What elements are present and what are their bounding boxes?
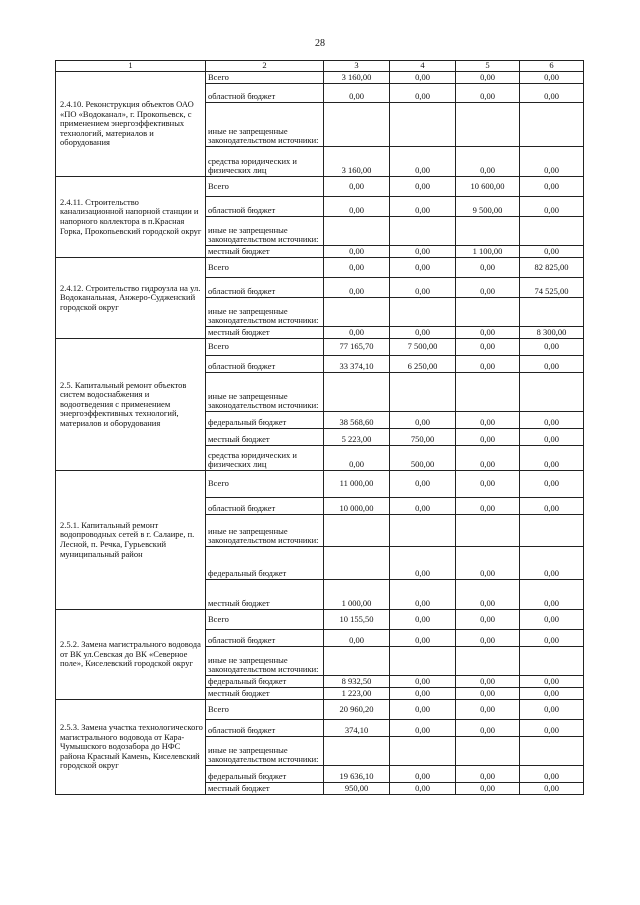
- amount-cell: 0,00: [520, 498, 584, 515]
- funding-source: местный бюджет: [206, 327, 324, 339]
- funding-source: федеральный бюджет: [206, 676, 324, 688]
- amount-cell: 0,00: [456, 258, 520, 278]
- amount-cell: 0,00: [456, 630, 520, 647]
- amount-cell: 20 960,20: [324, 700, 390, 720]
- amount-cell: 0,00: [390, 498, 456, 515]
- funding-source: федеральный бюджет: [206, 766, 324, 783]
- amount-cell: 0,00: [456, 429, 520, 446]
- amount-cell: 0,00: [520, 246, 584, 258]
- amount-cell: 0,00: [456, 356, 520, 373]
- amount-cell: [390, 103, 456, 147]
- amount-cell: 3 160,00: [324, 72, 390, 84]
- amount-cell: [520, 737, 584, 766]
- amount-cell: 0,00: [324, 446, 390, 471]
- amount-cell: 0,00: [324, 327, 390, 339]
- amount-cell: [456, 373, 520, 412]
- amount-cell: 750,00: [390, 429, 456, 446]
- amount-cell: [324, 515, 390, 547]
- amount-cell: 0,00: [520, 580, 584, 610]
- amount-cell: [456, 103, 520, 147]
- amount-cell: 0,00: [390, 84, 456, 103]
- amount-cell: [324, 647, 390, 676]
- amount-cell: [456, 737, 520, 766]
- amount-cell: [520, 647, 584, 676]
- amount-cell: 0,00: [456, 412, 520, 429]
- amount-cell: 0,00: [390, 327, 456, 339]
- funding-source: иные не запрещенные законодательством источники:: [206, 373, 324, 412]
- amount-cell: 0,00: [324, 630, 390, 647]
- funding-source: местный бюджет: [206, 429, 324, 446]
- amount-cell: 0,00: [520, 471, 584, 498]
- measure-name: 2.4.11. Строительство канализационной напорной станции и напорного коллектора в п.Красная Горка, Прокопьевский городской округ: [56, 177, 206, 258]
- amount-cell: 0,00: [456, 471, 520, 498]
- funding-source: иные не запрещенные законодательством источники:: [206, 298, 324, 327]
- amount-cell: [324, 373, 390, 412]
- funding-source: областной бюджет: [206, 84, 324, 103]
- amount-cell: 0,00: [520, 412, 584, 429]
- funding-source: Всего: [206, 471, 324, 498]
- column-header: 1: [56, 61, 206, 72]
- amount-cell: 0,00: [324, 258, 390, 278]
- column-header: 2: [206, 61, 324, 72]
- amount-cell: 19 636,10: [324, 766, 390, 783]
- amount-cell: [390, 647, 456, 676]
- table-row: [56, 700, 584, 720]
- amount-cell: 0,00: [390, 246, 456, 258]
- amount-cell: 0,00: [390, 700, 456, 720]
- amount-cell: 33 374,10: [324, 356, 390, 373]
- amount-cell: 10 155,50: [324, 610, 390, 630]
- table-row: [56, 471, 584, 498]
- table-row: [56, 72, 584, 84]
- funding-source: областной бюджет: [206, 498, 324, 515]
- amount-cell: 0,00: [324, 84, 390, 103]
- table-row: [56, 177, 584, 197]
- amount-cell: 0,00: [456, 676, 520, 688]
- amount-cell: [390, 515, 456, 547]
- amount-cell: 8 300,00: [520, 327, 584, 339]
- amount-cell: [390, 737, 456, 766]
- amount-cell: 0,00: [390, 676, 456, 688]
- amount-cell: 6 250,00: [390, 356, 456, 373]
- amount-cell: [390, 373, 456, 412]
- amount-cell: 0,00: [324, 197, 390, 217]
- amount-cell: 0,00: [520, 429, 584, 446]
- amount-cell: 0,00: [324, 177, 390, 197]
- measure-name: 2.5. Капитальный ремонт объектов систем водоснабжения и водоотведения с применением энергоэффективных технологий, материалов и оборудования: [56, 339, 206, 471]
- amount-cell: 0,00: [390, 580, 456, 610]
- funding-source: федеральный бюджет: [206, 412, 324, 429]
- funding-source: местный бюджет: [206, 580, 324, 610]
- funding-source: средства юридических и физических лиц: [206, 446, 324, 471]
- funding-source: иные не запрещенные законодательством источники:: [206, 647, 324, 676]
- amount-cell: [520, 298, 584, 327]
- amount-cell: 0,00: [520, 339, 584, 356]
- amount-cell: 38 568,60: [324, 412, 390, 429]
- amount-cell: 10 000,00: [324, 498, 390, 515]
- amount-cell: 0,00: [390, 197, 456, 217]
- funding-source: Всего: [206, 177, 324, 197]
- amount-cell: [324, 103, 390, 147]
- amount-cell: 0,00: [390, 258, 456, 278]
- amount-cell: 0,00: [390, 177, 456, 197]
- amount-cell: [390, 298, 456, 327]
- funding-source: местный бюджет: [206, 246, 324, 258]
- amount-cell: 0,00: [456, 72, 520, 84]
- amount-cell: 0,00: [456, 327, 520, 339]
- budget-table: [55, 60, 584, 795]
- amount-cell: 0,00: [456, 147, 520, 177]
- amount-cell: 374,10: [324, 720, 390, 737]
- amount-cell: 3 160,00: [324, 147, 390, 177]
- page-number: 28: [315, 38, 325, 49]
- amount-cell: 950,00: [324, 783, 390, 795]
- funding-source: местный бюджет: [206, 688, 324, 700]
- amount-cell: 7 500,00: [390, 339, 456, 356]
- amount-cell: 0,00: [456, 720, 520, 737]
- amount-cell: [456, 515, 520, 547]
- amount-cell: 5 223,00: [324, 429, 390, 446]
- funding-source: областной бюджет: [206, 630, 324, 647]
- amount-cell: 0,00: [456, 339, 520, 356]
- amount-cell: 10 600,00: [456, 177, 520, 197]
- amount-cell: 0,00: [456, 84, 520, 103]
- funding-source: областной бюджет: [206, 278, 324, 298]
- amount-cell: [324, 298, 390, 327]
- amount-cell: 0,00: [324, 278, 390, 298]
- amount-cell: 0,00: [390, 720, 456, 737]
- amount-cell: 82 825,00: [520, 258, 584, 278]
- amount-cell: [520, 515, 584, 547]
- amount-cell: 0,00: [456, 278, 520, 298]
- amount-cell: 0,00: [456, 610, 520, 630]
- amount-cell: 9 500,00: [456, 197, 520, 217]
- amount-cell: 0,00: [520, 720, 584, 737]
- amount-cell: 0,00: [520, 700, 584, 720]
- amount-cell: [390, 217, 456, 246]
- amount-cell: 0,00: [456, 547, 520, 580]
- funding-source: Всего: [206, 700, 324, 720]
- amount-cell: 0,00: [520, 446, 584, 471]
- measure-name: 2.4.10. Реконструкция объектов ОАО «ПО «Водоканал», г. Прокопьевск, с применением энергоэффективных технологий, материалов и оборудования: [56, 72, 206, 177]
- amount-cell: 0,00: [456, 498, 520, 515]
- funding-source: Всего: [206, 339, 324, 356]
- amount-cell: 0,00: [520, 688, 584, 700]
- funding-source: областной бюджет: [206, 356, 324, 373]
- amount-cell: 0,00: [520, 783, 584, 795]
- funding-source: Всего: [206, 258, 324, 278]
- amount-cell: 0,00: [520, 177, 584, 197]
- amount-cell: 0,00: [520, 610, 584, 630]
- table-row: [56, 610, 584, 630]
- funding-source: иные не запрещенные законодательством источники:: [206, 515, 324, 547]
- funding-source: иные не запрещенные законодательством источники:: [206, 737, 324, 766]
- table-row: [56, 339, 584, 356]
- amount-cell: 0,00: [390, 278, 456, 298]
- amount-cell: 0,00: [324, 246, 390, 258]
- funding-source: средства юридических и физических лиц: [206, 147, 324, 177]
- amount-cell: 0,00: [390, 783, 456, 795]
- amount-cell: 0,00: [390, 471, 456, 498]
- amount-cell: 0,00: [520, 547, 584, 580]
- amount-cell: [520, 373, 584, 412]
- amount-cell: 0,00: [390, 72, 456, 84]
- amount-cell: 0,00: [520, 766, 584, 783]
- header-row: [56, 61, 584, 72]
- amount-cell: 0,00: [520, 630, 584, 647]
- amount-cell: [324, 737, 390, 766]
- amount-cell: 74 525,00: [520, 278, 584, 298]
- measure-name: 2.5.3. Замена участка технологического магистрального водовода от Кара-Чумышского водозабора до НФС района Красный Камень, Киселевский городской округ: [56, 700, 206, 795]
- amount-cell: 0,00: [456, 446, 520, 471]
- amount-cell: [520, 103, 584, 147]
- amount-cell: [520, 217, 584, 246]
- amount-cell: 500,00: [390, 446, 456, 471]
- amount-cell: 0,00: [520, 676, 584, 688]
- column-header: 6: [520, 61, 584, 72]
- amount-cell: [456, 217, 520, 246]
- column-header: 5: [456, 61, 520, 72]
- amount-cell: 1 100,00: [456, 246, 520, 258]
- amount-cell: 0,00: [456, 580, 520, 610]
- column-header: 4: [390, 61, 456, 72]
- amount-cell: 0,00: [390, 766, 456, 783]
- amount-cell: 1 000,00: [324, 580, 390, 610]
- column-header: 3: [324, 61, 390, 72]
- funding-source: федеральный бюджет: [206, 547, 324, 580]
- funding-source: Всего: [206, 610, 324, 630]
- amount-cell: 0,00: [456, 783, 520, 795]
- funding-source: Всего: [206, 72, 324, 84]
- amount-cell: 0,00: [390, 147, 456, 177]
- amount-cell: 0,00: [456, 688, 520, 700]
- amount-cell: [456, 298, 520, 327]
- measure-name: 2.5.2. Замена магистрального водовода от ВК ул.Севская до ВК «Северное поле», Киселевский городской округ: [56, 610, 206, 700]
- amount-cell: 0,00: [390, 412, 456, 429]
- amount-cell: 0,00: [390, 630, 456, 647]
- amount-cell: 11 000,00: [324, 471, 390, 498]
- amount-cell: 0,00: [390, 547, 456, 580]
- measure-name: 2.5.1. Капитальный ремонт водопроводных сетей в г. Салаире, п. Лесной, п. Речка, Гурьевский муниципальный район: [56, 471, 206, 610]
- amount-cell: 0,00: [520, 197, 584, 217]
- amount-cell: 0,00: [390, 688, 456, 700]
- amount-cell: [324, 547, 390, 580]
- amount-cell: 0,00: [456, 700, 520, 720]
- amount-cell: 0,00: [456, 766, 520, 783]
- table-row: [56, 258, 584, 278]
- funding-source: иные не запрещенные законодательством источники:: [206, 103, 324, 147]
- funding-source: областной бюджет: [206, 720, 324, 737]
- amount-cell: 0,00: [520, 72, 584, 84]
- funding-source: иные не запрещенные законодательством источники:: [206, 217, 324, 246]
- amount-cell: [456, 647, 520, 676]
- funding-source: местный бюджет: [206, 783, 324, 795]
- amount-cell: 0,00: [390, 610, 456, 630]
- amount-cell: 0,00: [520, 147, 584, 177]
- funding-source: областной бюджет: [206, 197, 324, 217]
- amount-cell: [324, 217, 390, 246]
- amount-cell: 0,00: [520, 356, 584, 373]
- amount-cell: 1 223,00: [324, 688, 390, 700]
- amount-cell: 0,00: [520, 84, 584, 103]
- amount-cell: 77 165,70: [324, 339, 390, 356]
- measure-name: 2.4.12. Строительство гидроузла на ул. Водоканальная, Анжеро-Судженский городской округ: [56, 258, 206, 339]
- amount-cell: 8 932,50: [324, 676, 390, 688]
